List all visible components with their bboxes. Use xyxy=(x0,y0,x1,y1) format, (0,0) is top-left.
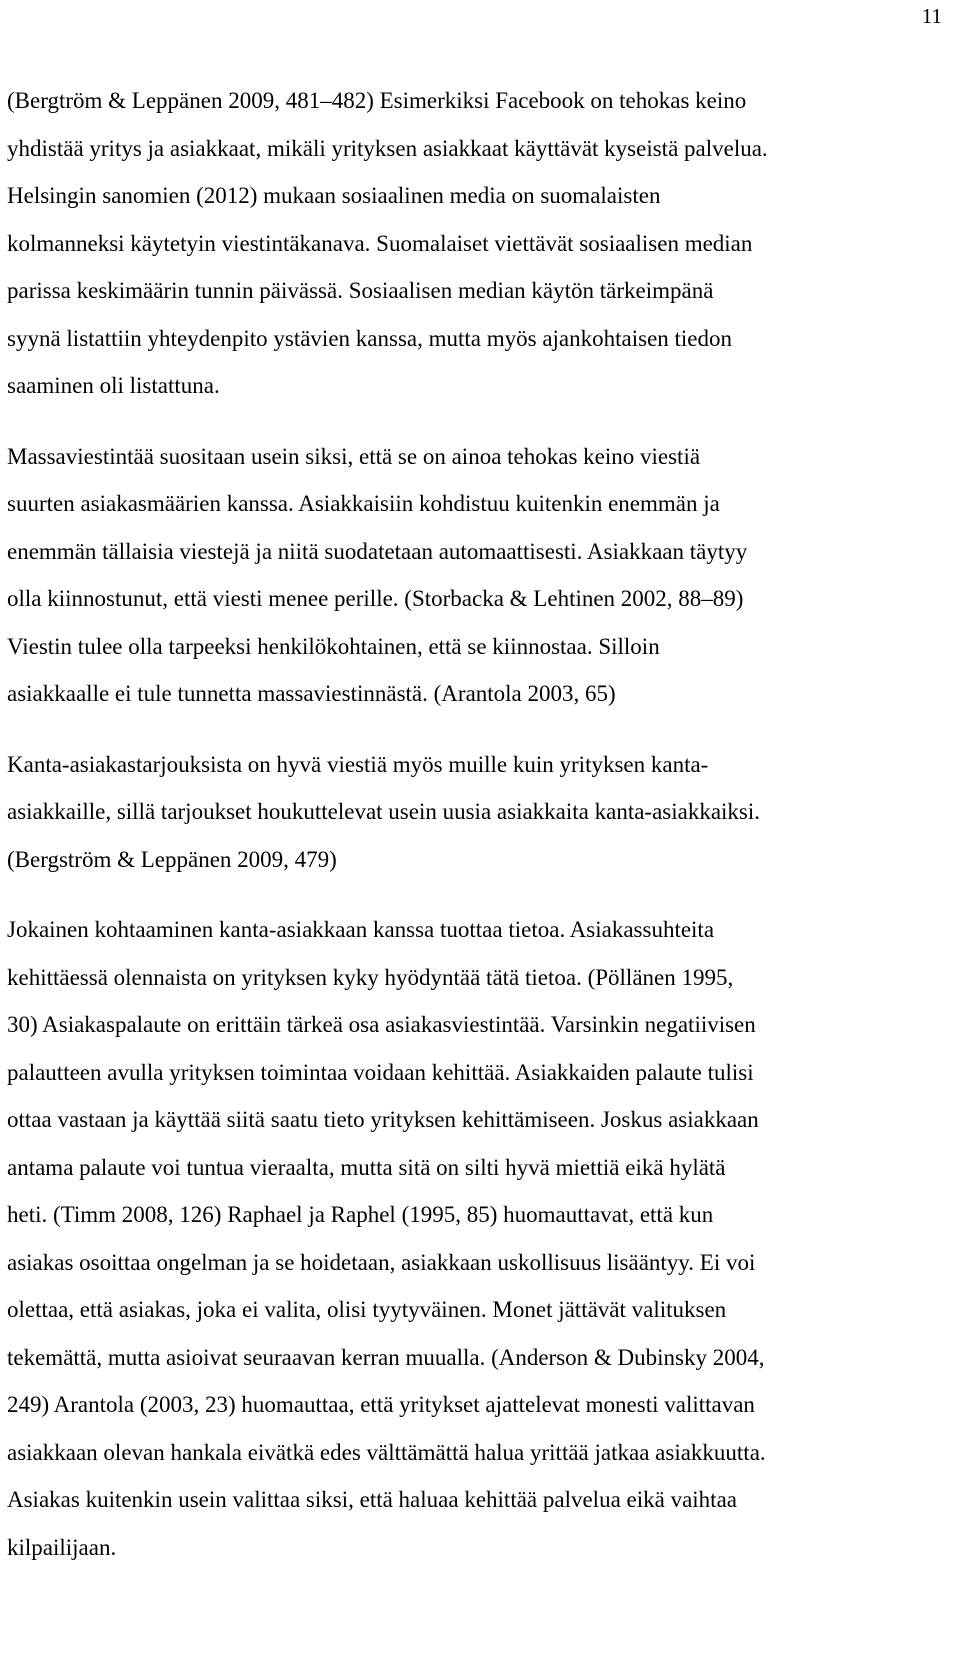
text-line: asiakkaalle ei tule tunnetta massaviestinnästä. (Arantola 2003, 65) xyxy=(7,681,616,706)
text-line: Jokainen kohtaaminen kanta-asiakkaan kanssa tuottaa tietoa. Asiakassuhteita xyxy=(7,917,715,942)
text-line: Asiakas kuitenkin usein valittaa siksi, että haluaa kehittää palvelua eikä vaihtaa xyxy=(7,1487,737,1512)
paragraph-3 xyxy=(7,741,955,884)
text-line: suurten asiakasmäärien kanssa. Asiakkaisiin kohdistuu kuitenkin enemmän ja xyxy=(7,491,720,516)
text-line: Helsingin sanomien (2012) mukaan sosiaalinen media on suomalaisten xyxy=(7,183,661,208)
text-line: 30) Asiakaspalaute on erittäin tärkeä osa asiakasviestintää. Varsinkin negatiivisen xyxy=(7,1012,756,1037)
text-line: Massaviestintää suositaan usein siksi, että se on ainoa tehokas keino viestiä xyxy=(7,443,701,469)
text-line: (Bergström & Leppänen 2009, 479) xyxy=(7,846,337,872)
paragraph-spacer xyxy=(7,883,955,906)
paragraph-spacer xyxy=(7,718,955,741)
text-line: yhdistää yritys ja asiakkaat, mikäli yrityksen asiakkaat käyttävät kyseistä palvelua. xyxy=(7,135,768,161)
text-line: asiakkaille, sillä tarjoukset houkuttelevat usein uusia asiakkaita kanta-asiakkaiksi. xyxy=(7,799,761,824)
text-line: asiakkaan olevan hankala eivätkä edes välttämättä halua yrittää jatkaa asiakkuutta. xyxy=(7,1439,766,1465)
document-body xyxy=(7,77,955,1571)
text-line: saaminen oli listattuna. xyxy=(7,373,220,398)
paragraph-spacer xyxy=(7,410,955,433)
text-line: palautteen avulla yrityksen toimintaa voidaan kehittää. Asiakkaiden palaute tulisi xyxy=(7,1059,754,1085)
paragraph-4 xyxy=(7,906,955,1571)
text-line: ottaa vastaan ja käyttää siitä saatu tieto yrityksen kehittämiseen. Joskus asiakkaan xyxy=(7,1107,759,1132)
text-line: tekemättä, mutta asioivat seuraavan kerran muualla. (Anderson & Dubinsky 2004, xyxy=(7,1344,765,1370)
text-line: 249) Arantola (2003, 23) huomauttaa, että yritykset ajattelevat monesti valittavan xyxy=(7,1392,755,1417)
text-line: Viestin tulee olla tarpeeksi henkilökohtainen, että se kiinnostaa. Silloin xyxy=(7,633,660,659)
text-line: kilpailijaan. xyxy=(7,1534,117,1560)
text-line: heti. (Timm 2008, 126) Raphael ja Raphel (1995, 85) huomauttavat, että kun xyxy=(7,1202,714,1227)
text-line: parissa keskimäärin tunnin päivässä. Sosiaalisen median käytön tärkeimpänä xyxy=(7,278,714,303)
text-line: asiakas osoittaa ongelman ja se hoidetaan, asiakkaan uskollisuus lisääntyy. Ei voi xyxy=(7,1249,756,1275)
page-number: 11 xyxy=(921,4,942,28)
text-line: olla kiinnostunut, että viesti menee perille. (Storbacka & Lehtinen 2002, 88–89) xyxy=(7,586,744,611)
text-line: Kanta-asiakastarjouksista on hyvä viestiä myös muille kuin yrityksen kanta- xyxy=(7,751,709,777)
text-line: kolmanneksi käytetyin viestintäkanava. Suomalaiset viettävät sosiaalisen median xyxy=(7,230,753,256)
text-line: enemmän tällaisia viestejä ja niitä suodatetaan automaattisesti. Asiakkaan täytyy xyxy=(7,538,748,564)
text-line: olettaa, että asiakas, joka ei valita, olisi tyytyväinen. Monet jättävät valituksen xyxy=(7,1297,727,1322)
text-line: syynä listattiin yhteydenpito ystävien kanssa, mutta myös ajankohtaisen tiedon xyxy=(7,325,733,351)
text-line: kehittäessä olennaista on yrityksen kyky hyödyntää tätä tietoa. (Pöllänen 1995, xyxy=(7,964,734,990)
paragraph-2 xyxy=(7,433,955,718)
text-line: antama palaute voi tuntua vieraalta, mutta sitä on silti hyvä miettiä eikä hylätä xyxy=(7,1154,726,1180)
text-line: (Bergtröm & Leppänen 2009, 481–482) Esimerkiksi Facebook on tehokas keino xyxy=(7,88,747,113)
paragraph-1 xyxy=(7,77,955,410)
